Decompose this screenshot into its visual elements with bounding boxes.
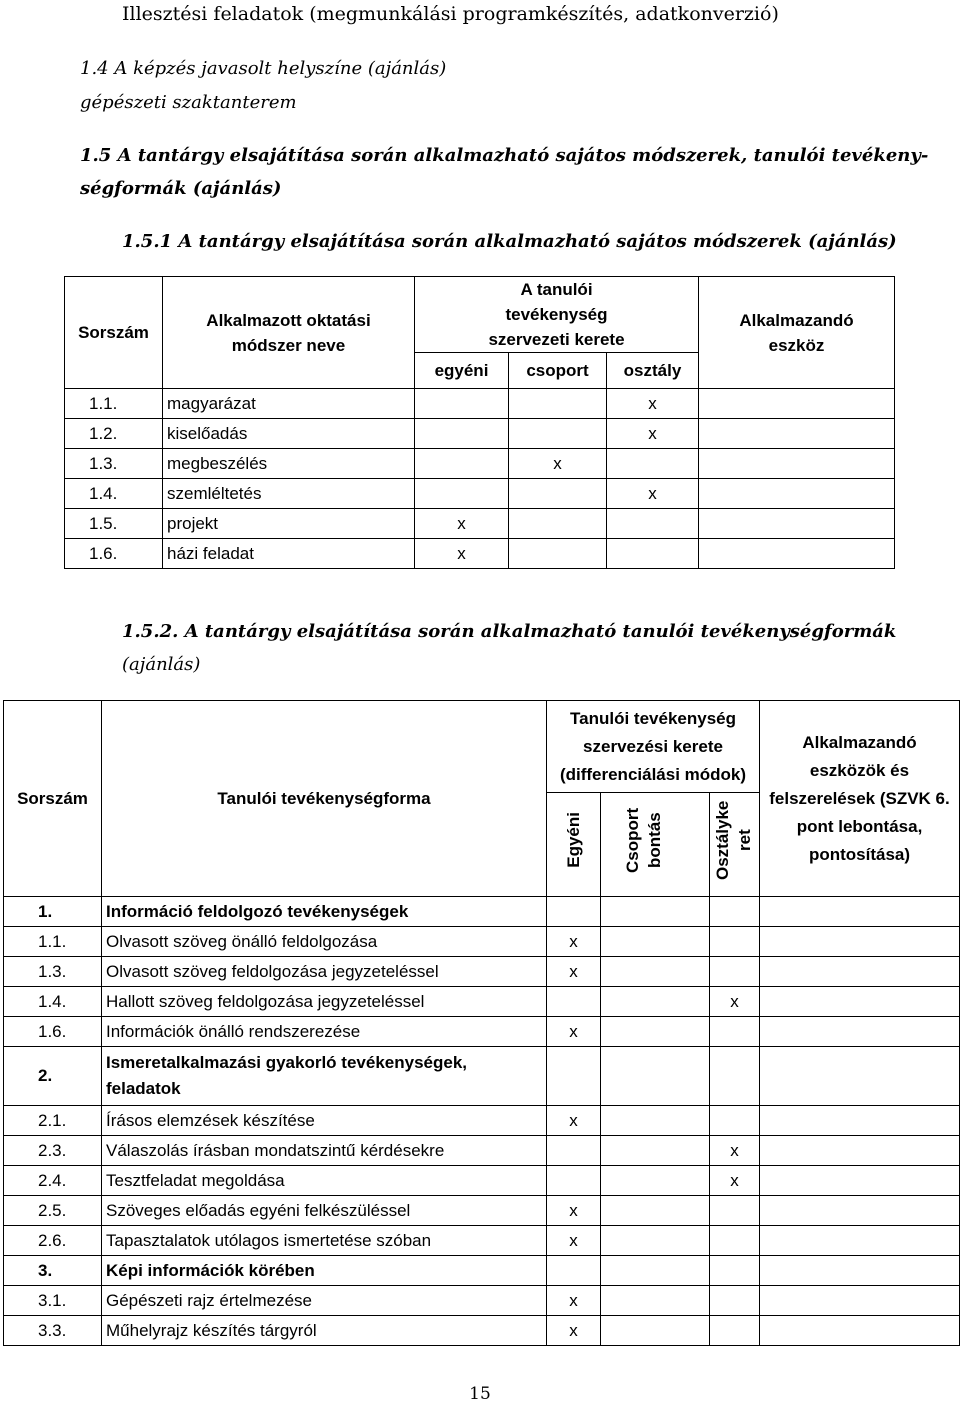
row-team <box>601 1136 710 1166</box>
col-header-number: Sorszám <box>65 277 163 389</box>
table-row <box>4 957 960 987</box>
row-individual: x <box>415 509 509 539</box>
row-tool <box>760 1017 960 1047</box>
row-number: 3. <box>4 1256 102 1286</box>
row-tool <box>760 1256 960 1286</box>
table-row <box>65 479 895 509</box>
table-row <box>65 449 895 479</box>
row-activity: Válaszolás írásban mondatszintű kérdésekre <box>102 1136 547 1166</box>
row-number: 1.1. <box>65 389 163 419</box>
table-row <box>4 987 960 1017</box>
row-tool <box>760 1136 960 1166</box>
row-class <box>710 1316 760 1346</box>
row-number: 2.6. <box>4 1226 102 1256</box>
row-individual <box>547 897 601 927</box>
row-activity: Gépészeti rajz értelmezése <box>102 1286 547 1316</box>
table-row <box>4 1106 960 1136</box>
row-individual: x <box>415 539 509 569</box>
t2-col-header-form: Tanulói tevékenységforma <box>102 701 547 897</box>
row-individual: x <box>547 1316 601 1346</box>
t2-individual-label: Egyéni <box>563 812 583 868</box>
row-team <box>601 897 710 927</box>
table-row <box>4 1226 960 1256</box>
row-individual <box>547 1136 601 1166</box>
row-class: x <box>710 1166 760 1196</box>
row-team <box>601 1226 710 1256</box>
row-tool <box>760 1226 960 1256</box>
row-tool <box>760 1316 960 1346</box>
row-number: 1.5. <box>65 509 163 539</box>
row-number: 1.4. <box>65 479 163 509</box>
table-row <box>65 539 895 569</box>
row-tool <box>760 987 960 1017</box>
row-class <box>710 1226 760 1256</box>
col-header-team: csoport <box>509 353 607 389</box>
table-row <box>4 1017 960 1047</box>
row-number: 1.3. <box>65 449 163 479</box>
t2-col-header-individual <box>547 793 601 897</box>
row-tool <box>760 1106 960 1136</box>
row-method: magyarázat <box>163 389 415 419</box>
row-team <box>601 1047 710 1106</box>
row-tool <box>699 509 895 539</box>
row-class <box>710 1017 760 1047</box>
row-team <box>509 419 607 449</box>
row-team <box>509 509 607 539</box>
table-row <box>4 1196 960 1226</box>
table-row <box>65 389 895 419</box>
col-header-individual: egyéni <box>415 353 509 389</box>
row-activity: Képi információk körében <box>102 1256 547 1286</box>
row-individual <box>415 449 509 479</box>
row-individual: x <box>547 1017 601 1047</box>
row-team <box>601 1017 710 1047</box>
row-activity: Tapasztalatok utólagos ismertetése szóban <box>102 1226 547 1256</box>
row-method: megbeszélés <box>163 449 415 479</box>
row-tool <box>760 957 960 987</box>
section-1-5-2-title-line1: 1.5.2. A tantárgy elsajátítása során alkalmazható tanulói tevékenységformák <box>122 621 897 642</box>
row-team <box>601 957 710 987</box>
row-individual: x <box>547 1286 601 1316</box>
section-1-5-title-line2: ségformák (ajánlás) <box>80 178 282 199</box>
section-1-5-title-line1: 1.5 A tantárgy elsajátítása során alkalmazható sajátos módszerek, tanulói tevékeny- <box>80 145 929 166</box>
row-class <box>710 957 760 987</box>
row-activity: Hallott szöveg feldolgozása jegyzeteléssel <box>102 987 547 1017</box>
row-team <box>509 539 607 569</box>
row-tool <box>760 1047 960 1106</box>
row-class <box>710 897 760 927</box>
row-class <box>710 1256 760 1286</box>
row-activity: Írásos elemzések készítése <box>102 1106 547 1136</box>
row-class <box>607 449 699 479</box>
table-row <box>65 509 895 539</box>
t2-col-header-team <box>601 793 710 897</box>
row-tool <box>760 1196 960 1226</box>
row-method: házi feladat <box>163 539 415 569</box>
section-1-4-value: gépészeti szaktanterem <box>80 92 297 113</box>
row-individual <box>415 479 509 509</box>
t2-col-header-number: Sorszám <box>4 701 102 897</box>
row-team <box>601 1286 710 1316</box>
table-row <box>4 1316 960 1346</box>
t2-col-header-class <box>710 793 760 897</box>
row-team <box>601 1166 710 1196</box>
row-team: x <box>509 449 607 479</box>
row-activity: Információk önálló rendszerezése <box>102 1017 547 1047</box>
row-number: 1. <box>4 897 102 927</box>
row-number: 2.3. <box>4 1136 102 1166</box>
row-activity: Műhelyrajz készítés tárgyról <box>102 1316 547 1346</box>
t2-col-header-tool: Alkalmazandó eszközök és felszerelések (SZVK 6. pont lebontása, pontosítása) <box>760 701 960 897</box>
methods-table <box>64 276 895 569</box>
row-individual <box>415 419 509 449</box>
t2-class-label: Osztálykeret <box>712 800 754 880</box>
row-activity: Információ feldolgozó tevékenységek <box>102 897 547 927</box>
row-class <box>710 927 760 957</box>
row-individual <box>547 1047 601 1106</box>
row-tool <box>760 1286 960 1316</box>
page-number: 15 <box>469 1384 491 1404</box>
t2-team-label: Csoportbontás <box>623 807 664 873</box>
row-class: x <box>607 479 699 509</box>
row-class: x <box>710 1136 760 1166</box>
t2-col-header-org-frame: Tanulói tevékenység szervezési kerete (differenciálási módok) <box>547 701 760 793</box>
row-number: 3.3. <box>4 1316 102 1346</box>
row-individual <box>415 389 509 419</box>
table-section-row <box>4 897 960 927</box>
row-number: 2.4. <box>4 1166 102 1196</box>
row-class <box>710 1047 760 1106</box>
section-1-5-1-title: 1.5.1 A tantárgy elsajátítása során alkalmazható sajátos módszerek (ajánlás) <box>122 231 897 252</box>
row-individual: x <box>547 1196 601 1226</box>
col-header-org-frame: A tanulói tevékenység szervezeti kerete <box>415 277 699 353</box>
row-team <box>601 1106 710 1136</box>
table-row <box>4 1166 960 1196</box>
row-number: 2.5. <box>4 1196 102 1226</box>
table-row <box>4 1286 960 1316</box>
row-individual: x <box>547 957 601 987</box>
row-number: 1.6. <box>4 1017 102 1047</box>
row-individual <box>547 987 601 1017</box>
row-tool <box>699 479 895 509</box>
row-class: x <box>607 419 699 449</box>
row-class <box>710 1106 760 1136</box>
row-activity: Tesztfeladat megoldása <box>102 1166 547 1196</box>
col-header-method: Alkalmazott oktatási módszer neve <box>163 277 415 389</box>
row-tool <box>760 1166 960 1196</box>
row-number: 2.1. <box>4 1106 102 1136</box>
row-activity: Olvasott szöveg önálló feldolgozása <box>102 927 547 957</box>
section-1-4-title: 1.4 A képzés javasolt helyszíne (ajánlás) <box>80 58 447 79</box>
row-team <box>601 1316 710 1346</box>
row-class: x <box>710 987 760 1017</box>
row-method: kiselőadás <box>163 419 415 449</box>
row-tool <box>699 449 895 479</box>
row-individual <box>547 1256 601 1286</box>
row-method: szemléltetés <box>163 479 415 509</box>
row-team <box>509 389 607 419</box>
row-number: 1.6. <box>65 539 163 569</box>
col-header-tool: Alkalmazandó eszköz <box>699 277 895 389</box>
row-individual: x <box>547 1106 601 1136</box>
row-class <box>607 509 699 539</box>
row-class: x <box>607 389 699 419</box>
table-section-row <box>4 1256 960 1286</box>
row-tool <box>699 419 895 449</box>
row-class <box>607 539 699 569</box>
row-tool <box>699 389 895 419</box>
row-team <box>601 987 710 1017</box>
row-number: 2. <box>4 1047 102 1106</box>
row-number: 3.1. <box>4 1286 102 1316</box>
row-team <box>601 927 710 957</box>
row-class <box>710 1196 760 1226</box>
row-number: 1.3. <box>4 957 102 987</box>
table-row <box>4 927 960 957</box>
row-individual: x <box>547 1226 601 1256</box>
table-row <box>4 1136 960 1166</box>
row-number: 1.2. <box>65 419 163 449</box>
row-team <box>601 1196 710 1226</box>
section-1-5-2-title-line2: (ajánlás) <box>122 654 201 675</box>
table-row <box>65 419 895 449</box>
row-activity: Szöveges előadás egyéni felkészüléssel <box>102 1196 547 1226</box>
row-class <box>710 1286 760 1316</box>
table-section-row <box>4 1047 960 1106</box>
row-tool <box>760 927 960 957</box>
row-activity: Olvasott szöveg feldolgozása jegyzeteléssel <box>102 957 547 987</box>
row-individual: x <box>547 927 601 957</box>
activity-forms-table <box>3 700 960 1346</box>
row-number: 1.1. <box>4 927 102 957</box>
row-team <box>601 1256 710 1286</box>
row-tool <box>760 897 960 927</box>
page-header: Illesztési feladatok (megmunkálási programkészítés, adatkonverzió) <box>122 3 779 25</box>
row-number: 1.4. <box>4 987 102 1017</box>
col-header-class: osztály <box>607 353 699 389</box>
row-individual <box>547 1166 601 1196</box>
row-method: projekt <box>163 509 415 539</box>
row-activity: Ismeretalkalmazási gyakorló tevékenységek, feladatok <box>102 1047 547 1106</box>
row-team <box>509 479 607 509</box>
row-tool <box>699 539 895 569</box>
